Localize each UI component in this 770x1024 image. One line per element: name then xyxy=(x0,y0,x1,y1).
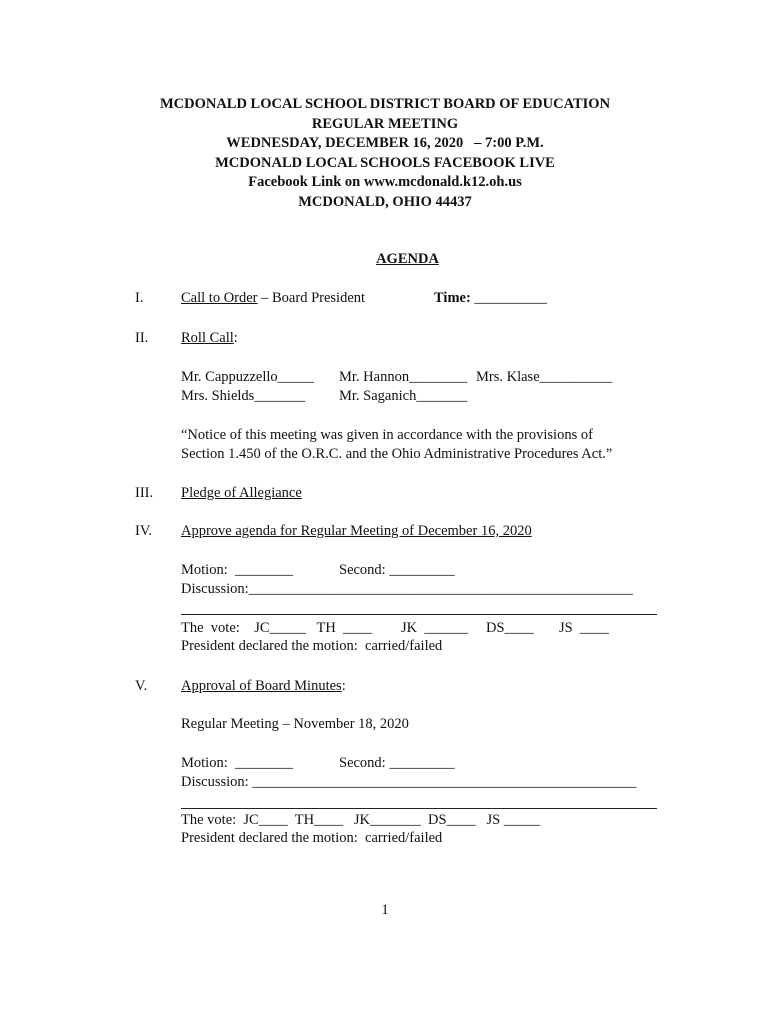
notice-line-1: “Notice of this meeting was given in accordance with the provisions of xyxy=(181,427,593,443)
header-meeting-date: WEDNESDAY, DECEMBER 16, 2020 – 7:00 P.M. xyxy=(226,135,544,151)
item-2-title: Roll Call xyxy=(181,330,234,346)
item-3-number: III. xyxy=(135,485,154,501)
item-1-number: I. xyxy=(135,290,144,306)
item-4-second: Second: _________ xyxy=(339,562,455,578)
item-5-discussion: Discussion: _____________________________________________________ xyxy=(181,774,637,790)
item-3-title: Pledge of Allegiance xyxy=(181,485,302,501)
item-5-vote: The vote: JC____ TH____ JK_______ DS____ JS _____ xyxy=(181,812,541,828)
item-1-time xyxy=(434,289,547,307)
item-4-title: Approve agenda for Regular Meeting of December 16, 2020 xyxy=(181,523,532,539)
item-1-time-blank: __________ xyxy=(470,290,547,306)
roll-hannon: Mr. Hannon________ xyxy=(339,369,468,385)
item-4-motion: Motion: ________ xyxy=(181,562,293,578)
item-2-number: II. xyxy=(135,330,149,346)
roll-klase: Mrs. Klase__________ xyxy=(476,369,613,385)
item-4-number: IV. xyxy=(135,523,153,539)
roll-shields: Mrs. Shields_______ xyxy=(181,388,306,404)
header-facebook-link: Facebook Link on www.mcdonald.k12.oh.us xyxy=(248,174,522,190)
item-1-line xyxy=(181,289,365,307)
header-district-name: MCDONALD LOCAL SCHOOL DISTRICT BOARD OF EDUCATION xyxy=(159,96,611,112)
notice-line-2: Section 1.450 of the O.R.C. and the Ohio Administrative Procedures Act.” xyxy=(181,446,613,462)
item-5-meeting: Regular Meeting – November 18, 2020 xyxy=(181,716,409,732)
header-location: MCDONALD, OHIO 44437 xyxy=(298,193,472,210)
item-5-title: Approval of Board Minutes xyxy=(181,678,342,694)
item-1-title: Call to Order xyxy=(181,290,258,306)
item-2-colon: : xyxy=(233,330,238,346)
item-4-discussion: Discussion:_____________________________________________________ xyxy=(181,581,633,597)
item-5-motion: Motion: ________ xyxy=(181,755,293,771)
header-meeting-type: REGULAR MEETING xyxy=(311,115,459,132)
item-2-line xyxy=(181,329,238,347)
item-1-time-label: Time: xyxy=(434,290,471,306)
item-5-number: V. xyxy=(135,678,148,694)
item-4-vote: The vote: JC_____ TH ____ JK ______ DS____ JS ____ xyxy=(181,620,609,636)
item-5-declared: President declared the motion: carried/failed xyxy=(181,830,443,846)
roll-saganich: Mr. Saganich_______ xyxy=(339,388,468,404)
item-5-colon: : xyxy=(341,678,346,694)
item-1-rest: – Board President xyxy=(257,290,366,306)
item-4-discussion-rule xyxy=(181,614,657,615)
header-meeting-venue: MCDONALD LOCAL SCHOOLS FACEBOOK LIVE xyxy=(215,154,555,171)
item-4-declared: President declared the motion: carried/failed xyxy=(181,638,443,654)
page-number: 1 xyxy=(381,902,389,918)
roll-cappuzzello: Mr. Cappuzzello_____ xyxy=(181,369,314,385)
document-header xyxy=(0,95,770,212)
item-5-line xyxy=(181,677,346,695)
item-5-second: Second: _________ xyxy=(339,755,455,771)
agenda-title: AGENDA xyxy=(376,251,439,267)
item-5-discussion-rule xyxy=(181,808,657,809)
